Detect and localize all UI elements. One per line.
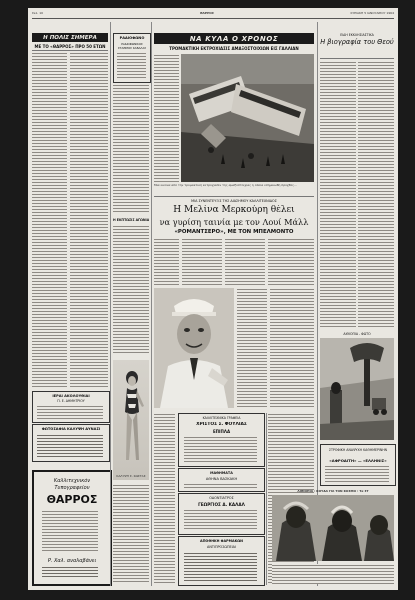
doctor-title: ΟΔΟΝΤΙΑΤΡΟΣ — [209, 496, 234, 500]
pharmacy-title: ΑΠΟΘΗΚΗ ΦΑΡΜΑΚΩΝ — [199, 539, 244, 543]
tutoring-title: ΜΑΘΗΜΑΤΑ — [210, 471, 233, 475]
divider — [154, 196, 314, 197]
text-block — [42, 510, 98, 552]
text-block — [184, 552, 257, 582]
ad-box-title: ΦΩΤΟΣΑΦΙΑ ΚΑΛΥΨΗ ΔΥΝΑΣΙ — [41, 427, 101, 431]
feature-subhead: ΤΡΟΜΑΚΤΙΚΗ ΕΚΤΡΟΧΙΑΣΙΣ ΑΜΑΞΟΣΤΟΙΧΙΩΝ ΕΙΣ ΓΑΛΛΙΑΝ — [169, 46, 299, 51]
doctor-ad-box — [178, 493, 265, 535]
derailed-train-illustration — [181, 54, 314, 182]
text-block — [184, 509, 257, 531]
divider — [32, 50, 108, 51]
text-column — [237, 288, 267, 408]
text-column — [32, 52, 67, 388]
right-feature-headline: Η βιογραφία του Θεού — [320, 38, 394, 46]
text-column — [113, 484, 149, 584]
small-heading: Η ΕΚΠΤΩΣΙΣ ΑΓΩΝΙΑ — [113, 218, 149, 222]
furniture-ad-title: ΚΑΛΛΙΤΕΧΝΙΚΑ ΓΡΑΦΕΙΑ — [202, 416, 241, 420]
man-with-cap-illustration — [154, 288, 234, 408]
furniture-ad-sub: ΕΠΙΠΛΑ — [212, 429, 231, 434]
crossword-area — [270, 198, 314, 236]
street-scene-illustration — [320, 338, 394, 440]
text-block — [272, 564, 394, 584]
text-column — [154, 413, 175, 584]
column-rule — [151, 22, 152, 586]
radio-box — [113, 33, 151, 83]
text-column — [154, 238, 179, 286]
entertainment-ad-name: «ΑΦΡΟΔΙΤΗ» — «ΕΛΛΗΝΙΣ» — [329, 458, 387, 463]
feature-photo-caption: Μία εικόνα από την τρομακτική εκτροχίασιν της αμαξοστοιχίας η οποία εσημειώθη προχθές... — [154, 184, 297, 187]
feature-banner: ΝΑ ΚΥΛΑ Ο ΧΡΟΝΟΣ — [154, 33, 314, 44]
photo-label: ΑΙΘΙΟΠΙΑ - ΦΩΤΟ — [343, 332, 371, 336]
center-story-kicker: ΜΙΑ ΣΥΝΕΝΤΕΥΞΙΣ ΤΗΣ ΔΙΑΣΗΜΟΥ ΚΑΛΛΙΤΕΧΝΙΔΟΣ — [191, 199, 277, 203]
text-block — [37, 405, 103, 419]
tutoring-name: ΑΘΗΝΑ ΒΑΣΚΑΚΗ — [205, 477, 238, 481]
entertainment-ad-box — [320, 444, 396, 486]
furniture-ad-box — [178, 413, 265, 467]
header-rule — [32, 18, 394, 19]
text-block — [184, 483, 257, 489]
center-story-headline-2: να γυρίση ταινία με τον Λουί Μάλλ — [159, 217, 309, 227]
printer-ad-box — [32, 470, 112, 586]
pharmacy-ad-box — [178, 536, 265, 586]
text-block — [42, 566, 98, 578]
newspaper-page — [28, 8, 398, 590]
radio-box-subtitle: ΡΑΔΙΟΦΩΝΙΚΟΣ ΣΤΑΘΜΟΣ ΚΑΒΑΛΑΣ — [117, 42, 147, 50]
printer-line-2: Τυπογραφείον — [54, 485, 90, 491]
photo-ad-box — [32, 424, 110, 462]
tribal-group-illustration — [272, 495, 394, 561]
train-wreck-photo — [181, 54, 314, 182]
text-column — [113, 225, 149, 353]
swimsuit-figure-illustration — [113, 360, 149, 480]
photo-caption: ΚΑΛΥΨΗ Σ. ΚΩΣΤΑΣ — [116, 474, 146, 478]
printer-line-1: Καλλιτεχνικόν — [53, 478, 91, 484]
right-feature-kicker: ΕΙΔΗ ΕΚΚΛΗΣΙΑΣΤΙΚΑ — [340, 33, 374, 37]
text-column — [182, 238, 222, 286]
printer-footer: Ρ. Χαλ. αναλαβάνει — [47, 558, 97, 564]
church-notice-box — [32, 391, 110, 423]
history-box-title: ΜΕ ΤΟ «ΘΑΡΡΟΣ» ΠΡΟ 50 ΕΤΩΝ — [34, 44, 106, 49]
text-column — [320, 61, 356, 329]
tutoring-ad-box — [178, 468, 265, 492]
text-column — [70, 52, 108, 388]
center-story-subhead: «ΡΟΜΑΝΤΣΕΡΟ», ΜΕ ΤΟΝ ΜΠΕΛΜΟΝΤΟ — [174, 229, 294, 235]
running-header — [32, 11, 394, 17]
street-scene-photo — [320, 338, 394, 440]
doctor-name: ΓΕΩΡΓΙΟΣ Δ. ΚΑΛΑΛ — [198, 502, 245, 507]
text-column — [268, 238, 314, 286]
group-portrait-photo — [272, 495, 394, 561]
printer-name: ΘΑΡΡΟΣ — [46, 493, 98, 506]
section-bar-city: Η ΠΟΛΙΣ ΣΗΜΕΡΑ — [32, 33, 108, 42]
date-line: ΚΥΡΙΑΚΗ 5 ΙΑΝΟΥΑΡΙΟΥ 1964 — [350, 11, 394, 15]
text-column — [154, 54, 179, 182]
masthead-name: ΘΑΡΡΟΣ — [200, 11, 214, 15]
center-story-headline-1: Η Μελίνα Μερκούρη θέλει — [173, 205, 295, 215]
entertainment-ad-title: ΣΤΡΟΦΙΚΗ ΑΝΑΨΥΧΗ ΚΑΘΗΜΕΡΙΝΗΝ — [328, 448, 388, 452]
bottom-photo-caption: ΑΙΘΙΟΠΙΑ : ΚΟΥΔΑ ΓΙΑ ΤΟΝ ΚΟΣΜΟ : Τα ΣΤ — [297, 489, 369, 493]
woman-photo — [113, 360, 149, 480]
portrait-photo — [154, 288, 234, 408]
radio-box-title: ΡΑΔΙΟΦΩΝΟ — [119, 36, 145, 40]
column-rule — [110, 22, 111, 586]
page-number: Σελ. 10 — [32, 11, 44, 15]
furniture-ad-name: ΧΡΙΣΤΟΣ Σ. ΦΟΥΛΙΑΣ — [196, 422, 247, 427]
pharmacy-name: ΑΝΤΙΠΡΟΣΩΠΕΙΑΙ — [207, 545, 236, 549]
text-column — [225, 238, 265, 286]
divider — [320, 58, 394, 59]
text-block — [37, 434, 103, 458]
column-rule — [266, 413, 267, 585]
church-box-title: ΙΕΡΑΙ ΑΚΟΛΟΥΘΙΑΙ — [52, 394, 90, 398]
text-column — [113, 84, 149, 214]
church-box-subtitle: Π. Ε. ΔΗΜΗΤΡΙΟΥ — [57, 399, 85, 403]
text-block — [184, 436, 257, 463]
text-block — [117, 52, 146, 79]
text-column — [358, 61, 394, 329]
text-column — [270, 288, 314, 408]
text-block — [325, 465, 389, 482]
